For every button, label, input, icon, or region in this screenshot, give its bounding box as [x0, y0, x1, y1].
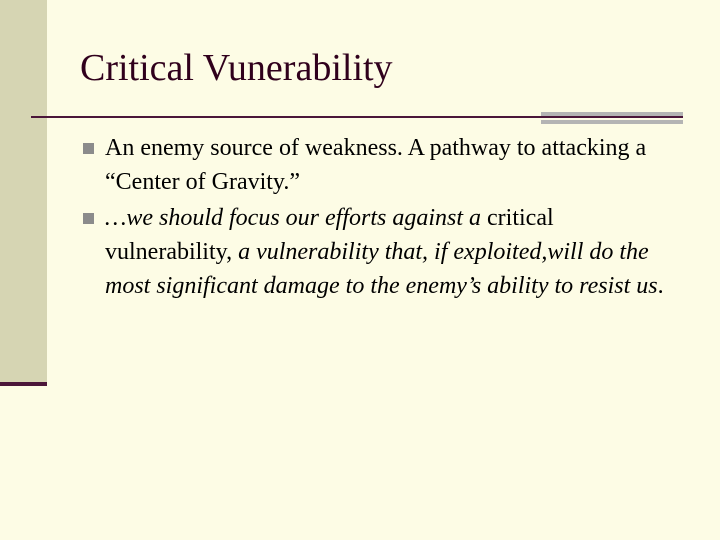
- bullet-item: [80, 201, 680, 303]
- quote-text-emphasis: critical vulnerability,: [105, 205, 554, 265]
- bullet-text: An enemy source of weakness. A pathway to attacking a “Center of Gravity.”: [105, 135, 647, 195]
- bullet-list: [80, 131, 680, 305]
- quote-text-italic-continued: a vulnerability that, if exploited,will do the most significant damage to the enemy’s ability to resist us: [105, 239, 658, 299]
- title-divider-accent-top: [541, 112, 683, 116]
- left-sidebar-band: [0, 0, 47, 383]
- bullet-item: [80, 131, 680, 199]
- square-bullet-icon: [83, 143, 94, 154]
- slide-title: Critical Vunerability: [80, 47, 393, 89]
- title-divider: [31, 116, 683, 118]
- title-divider-accent-bottom: [541, 120, 683, 124]
- quote-text-italic: …we should focus our efforts against a: [105, 205, 488, 231]
- sidebar-divider: [0, 382, 47, 386]
- square-bullet-icon: [83, 213, 94, 224]
- quote-period: .: [657, 273, 664, 299]
